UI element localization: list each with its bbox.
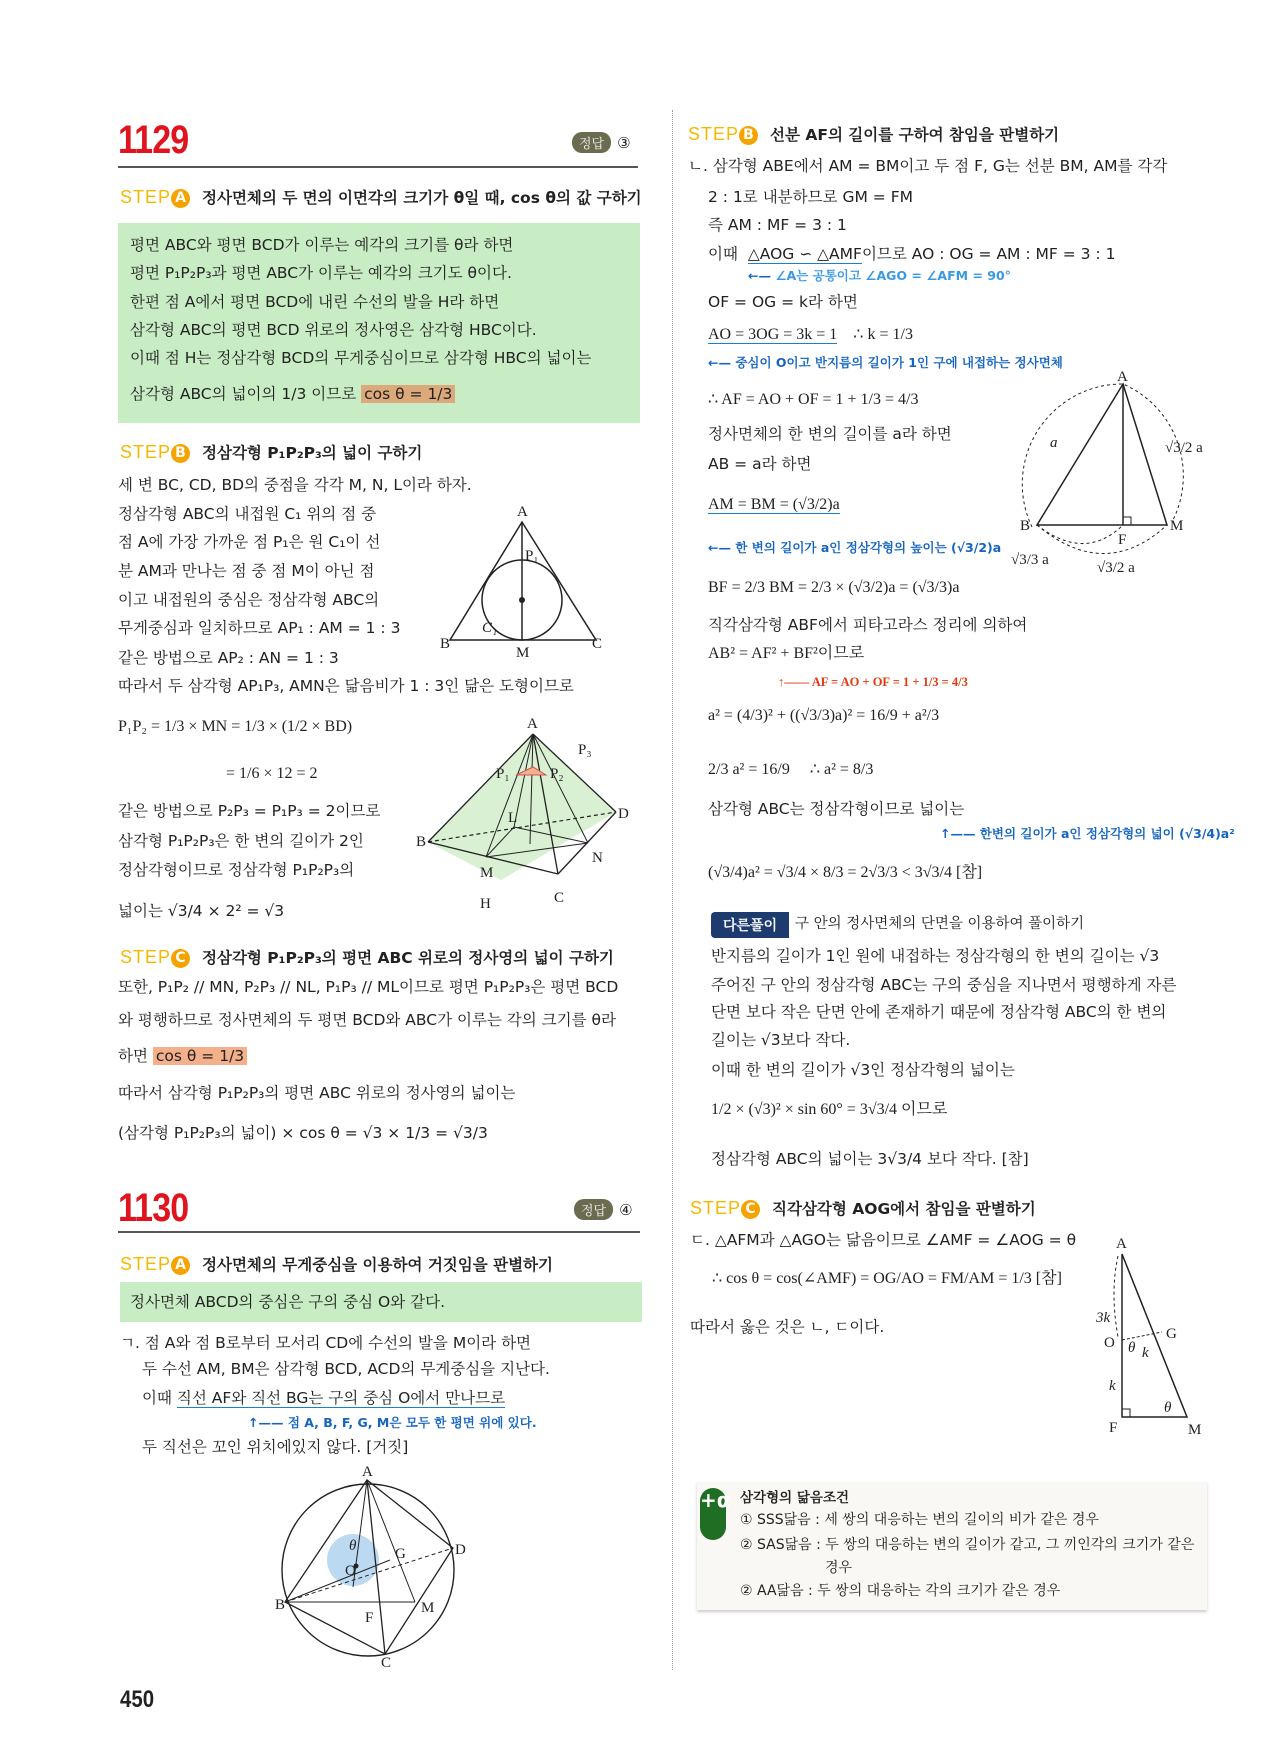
label: D <box>618 806 629 822</box>
text-line: 삼각형 P₁P₂P₃은 한 변의 길이가 2인 <box>118 832 364 850</box>
label: M <box>421 1600 435 1616</box>
text-line: 이때 점 H는 정삼각형 BCD의 무게중심이므로 삼각형 HBC의 넓이는 <box>130 349 592 367</box>
text-line: ㄱ. 점 A와 점 B로부터 모서리 CD에 수선의 발을 M이라 하면 <box>120 1334 532 1352</box>
label: k <box>1142 1345 1149 1361</box>
text-line: 단면 보다 작은 단면 안에 존재하기 때문에 정삼각형 ABC의 한 변의 <box>711 1003 1167 1021</box>
text-line: ① SSS닮음 : 세 쌍의 대응하는 변의 길이의 비가 같은 경우 <box>740 1512 1099 1528</box>
text-line: 따라서 삼각형 P₁P₂P₃의 평면 ABC 위로의 정사영의 넓이는 <box>118 1084 516 1102</box>
label: A <box>527 716 538 732</box>
alt-solution-label: 다른풀이 <box>711 912 789 938</box>
cross-section-figure <box>1005 369 1205 592</box>
label: N <box>592 850 603 866</box>
text-line: 정사면체의 한 변의 길이를 a라 하면 <box>708 425 952 443</box>
right-triangle-figure <box>1092 1232 1217 1442</box>
page-number: 450 <box>120 1686 155 1713</box>
equation: ∴ cos θ = cos(∠AMF) = OG/AO = FM/AM = 1/3 [참] <box>712 1270 1062 1287</box>
text-line: 경우 <box>825 1560 853 1576</box>
underlined-text: AM = BM = (√3/2)a <box>708 496 840 513</box>
text-line: 삼각형 ABC의 넓이의 1/3 이므로 <box>130 385 357 403</box>
label: B <box>275 1597 286 1613</box>
annotation-note: 점 A, B, F, G, M은 모두 한 평면 위에 있다. <box>287 1415 537 1430</box>
label: C <box>592 636 603 652</box>
text-line: 세 변 BC, CD, BD의 중점을 각각 M, N, L이라 하자. <box>118 476 472 494</box>
text-line: 이때 한 변의 길이가 √3인 정삼각형의 넓이는 <box>711 1061 1015 1079</box>
equation: = 1/6 × 12 = 2 <box>226 765 318 782</box>
column-divider <box>672 110 673 1670</box>
label: C <box>554 890 565 906</box>
problem-number: 1130 <box>118 1186 189 1230</box>
label: G <box>395 1546 406 1562</box>
step-heading: STEP C 직각삼각형 AOG에서 참임을 판별하기 <box>690 1198 1036 1218</box>
text-line: 반지름의 길이가 1인 원에 내접하는 정삼각형의 한 변의 길이는 √3 <box>711 947 1160 965</box>
label: D <box>455 1542 466 1558</box>
text-line: OF = OG = k라 하면 <box>708 293 858 311</box>
text-line: 삼각형 ABC는 정삼각형이므로 넓이는 <box>708 800 965 818</box>
text-line: 분 AM과 만나는 점 중 점 M이 아닌 점 <box>118 562 375 580</box>
annotation-note: 중심이 O이고 반지름의 길이가 1인 구에 내접하는 정사면체 <box>735 355 1063 370</box>
step-heading: STEP C 정삼각형 P₁P₂P₃의 평면 ABC 위로의 정사영의 넓이 구하기 <box>120 947 614 967</box>
text-line: 두 직선은 꼬인 위치에있지 않다. [거짓] <box>142 1438 409 1456</box>
text-line: 하면 <box>118 1047 148 1065</box>
equation: 2/3 a² = 16/9 <box>708 761 790 778</box>
tetrahedron-figure <box>418 712 638 917</box>
label: B <box>1020 518 1031 534</box>
equation: P₁P₂ = 1/3 × MN = 1/3 × (1/2 × BD) <box>118 718 353 735</box>
text-line: 삼각형 ABC의 평면 BCD 위로의 정사영은 삼각형 HBC이다. <box>130 321 537 339</box>
text-line: 정삼각형 ABC의 내접원 C₁ 위의 점 중 <box>118 505 377 523</box>
incircle-triangle-figure <box>440 500 615 665</box>
annotation-note: 한변의 길이가 a인 정삼각형의 넓이 (√3/4)a² <box>979 826 1235 841</box>
label: M <box>1188 1422 1202 1438</box>
sphere-tetrahedron-figure <box>265 1462 475 1671</box>
text-line: 같은 방법으로 P₂P₃ = P₁P₃ = 2이므로 <box>118 802 381 820</box>
text-line: 이때 <box>142 1389 172 1407</box>
text-line: 이고 내접원의 중심은 정삼각형 ABC의 <box>118 591 380 609</box>
step-heading: STEP A 정사면체의 무게중심을 이용하여 거짓임을 판별하기 <box>120 1254 554 1274</box>
text-line: 주어진 구 안의 정삼각형 ABC는 구의 중심을 지나면서 평행하게 자른 <box>711 976 1177 994</box>
label: M <box>480 865 494 881</box>
text-line: 직각삼각형 ABF에서 피타고라스 정리에 의하여 <box>708 616 1028 634</box>
answer-label: 정답 <box>572 132 611 153</box>
label: a <box>1050 435 1058 451</box>
divider <box>118 1231 640 1233</box>
equation: 1/2 × (√3)² × sin 60° = 3√3/4 이므로 <box>711 1101 948 1118</box>
label: O <box>345 1563 356 1579</box>
label: √3/3 a <box>1011 552 1049 568</box>
equation: (√3/4)a² = √3/4 × 8/3 = 2√3/3 < 3√3/4 [참] <box>708 864 983 881</box>
text-line: 평면 ABC와 평면 BCD가 이루는 예각의 크기를 θ라 하면 <box>130 236 514 254</box>
text-line: ㄷ. △AFM과 △AGO는 닮음이므로 ∠AMF = ∠AOG = θ <box>690 1231 1077 1249</box>
text-line: 정삼각형이므로 정삼각형 P₁P₂P₃의 <box>118 861 355 879</box>
text-line: 같은 방법으로 AP₂ : AN = 1 : 3 <box>118 649 339 667</box>
text-line: 이므로 AO : OG = AM : MF = 3 : 1 <box>861 245 1116 263</box>
text-line: 평면 P₁P₂P₃과 평면 ABC가 이루는 예각의 크기도 θ이다. <box>130 264 512 282</box>
text-line: 따라서 두 삼각형 AP₁P₃, AMN은 닮음비가 1 : 3인 닮은 도형이므로 <box>118 677 574 695</box>
label: A <box>1117 369 1128 385</box>
equation: BF = 2/3 BM = 2/3 × (√3/2)a = (√3/3)a <box>708 579 960 596</box>
annotation-note: 한 변의 길이가 a인 정삼각형의 높이는 (√3/2)a <box>735 540 1002 555</box>
conclusion: 따라서 옳은 것은 ㄴ, ㄷ이다. <box>690 1318 885 1336</box>
label: O <box>1104 1335 1115 1351</box>
label: F <box>1109 1420 1118 1436</box>
label: k <box>1109 1378 1116 1394</box>
label: F <box>365 1610 374 1626</box>
underlined-text: AO = 3OG = 3k = 1 <box>708 326 838 343</box>
plus-alpha-icon: +α <box>700 1488 726 1540</box>
step-heading: STEP B 정삼각형 P₁P₂P₃의 넓이 구하기 <box>120 442 423 462</box>
alt-solution-title: 구 안의 정사면체의 단면을 이용하여 풀이하기 <box>795 916 1085 932</box>
text-line: 즉 AM : MF = 3 : 1 <box>708 216 847 234</box>
text-line: ② SAS닮음 : 두 쌍의 대응하는 변의 길이가 같고, 그 끼인각의 크기가 같은 <box>740 1537 1195 1553</box>
text-line: 점 A에 가장 가까운 점 P₁은 원 C₁이 선 <box>118 533 381 551</box>
label: C₁ <box>482 620 498 636</box>
step-heading: STEP A 정사면체의 두 면의 이면각의 크기가 θ일 때, cos θ의 값 구하기 <box>120 187 642 207</box>
label: 3k <box>1096 1310 1111 1326</box>
equation: ∴ AF = AO + OF = 1 + 1/3 = 4/3 <box>708 391 919 408</box>
label: F <box>1118 532 1127 548</box>
label: C <box>381 1655 392 1671</box>
label: √3/2 a <box>1165 440 1203 456</box>
text-line: 두 수선 AM, BM은 삼각형 BCD, ACD의 무게중심을 지난다. <box>142 1360 550 1378</box>
label: L <box>508 810 518 826</box>
label: M <box>516 645 530 661</box>
label: √3/2 a <box>1097 560 1135 576</box>
label: θ <box>1164 1400 1172 1416</box>
label: M <box>1170 518 1184 534</box>
text-line: ㄴ. 삼각형 ABE에서 AM = BM이고 두 점 F, G는 선분 BM, AM를 각각 <box>688 157 1168 175</box>
label: P₁ <box>496 766 510 782</box>
equation: AB² = AF² + BF²이므로 <box>708 645 865 662</box>
text-line: 정사면체 ABCD의 중심은 구의 중심 O와 같다. <box>130 1293 446 1311</box>
text-line: ② AA닮음 : 두 쌍의 대응하는 각의 크기가 같은 경우 <box>740 1583 1061 1599</box>
equation: a² = (4/3)² + ((√3/3)a)² = 16/9 + a²/3 <box>708 707 940 724</box>
highlight-result: cos θ = 1/3 <box>361 385 455 403</box>
step-heading: STEP B 선분 AF의 길이를 구하여 참임을 판별하기 <box>688 124 1060 144</box>
underlined-text: △AOG ∽ △AMF <box>747 245 862 263</box>
underlined-text: 직선 AF와 직선 BG는 구의 중심 O에서 만나므로 <box>176 1389 506 1407</box>
equation: ∴ a² = 8/3 <box>809 761 874 778</box>
highlight-result: cos θ = 1/3 <box>153 1047 247 1065</box>
label: θ <box>1128 1340 1136 1356</box>
label: A <box>362 1464 373 1480</box>
text-line: (삼각형 P₁P₂P₃의 넓이) × cos θ = √3 × 1/3 = √3/3 <box>118 1124 488 1142</box>
text-line: AB = a라 하면 <box>708 455 812 473</box>
label: θ <box>349 1538 357 1554</box>
text-line: 정삼각형 ABC의 넓이는 3√3/4 보다 작다. [참] <box>711 1150 1029 1168</box>
text-line: 2 : 1로 내분하므로 GM = FM <box>708 188 914 206</box>
text-line: 길이는 √3보다 작다. <box>711 1031 851 1049</box>
equation: ∴ k = 1/3 <box>853 326 913 343</box>
label: A <box>1116 1236 1127 1252</box>
label: A <box>517 504 528 520</box>
text-line: 한편 점 A에서 평면 BCD에 내린 수선의 발을 H라 하면 <box>130 293 500 311</box>
text-line: 넓이는 √3/4 × 2² = √3 <box>118 902 285 920</box>
label: P₃ <box>578 742 592 758</box>
answer-value: ③ <box>617 134 631 152</box>
answer-value: ④ <box>619 1201 633 1219</box>
problem-number: 1129 <box>118 118 189 162</box>
label: B <box>440 636 451 652</box>
annotation-note: AF = AO + OF = 1 + 1/3 = 4/3 <box>811 675 968 689</box>
label: B <box>416 834 427 850</box>
tip-title: 삼각형의 닮음조건 <box>740 1490 850 1506</box>
text-line: 와 평행하므로 정사면체의 두 평면 BCD와 ABC가 이루는 각의 크기를 θ라 <box>118 1011 616 1029</box>
label: G <box>1166 1326 1177 1342</box>
answer-label: 정답 <box>574 1199 613 1220</box>
label: P₁ <box>525 548 539 564</box>
answer-badge <box>574 1199 633 1220</box>
answer-badge <box>572 132 631 153</box>
text-line: 무게중심과 일치하므로 AP₁ : AM = 1 : 3 <box>118 619 401 637</box>
label: P₂ <box>550 766 564 782</box>
text-line: 이때 <box>708 245 738 263</box>
text-line: 또한, P₁P₂ // MN, P₂P₃ // NL, P₁P₃ // ML이므로 평면 P₁P₂P₃은 평면 BCD <box>118 978 619 996</box>
label: H <box>480 896 491 912</box>
divider <box>118 166 638 168</box>
annotation-note: ∠A는 공통이고 ∠AGO = ∠AFM = 90° <box>775 268 1011 283</box>
